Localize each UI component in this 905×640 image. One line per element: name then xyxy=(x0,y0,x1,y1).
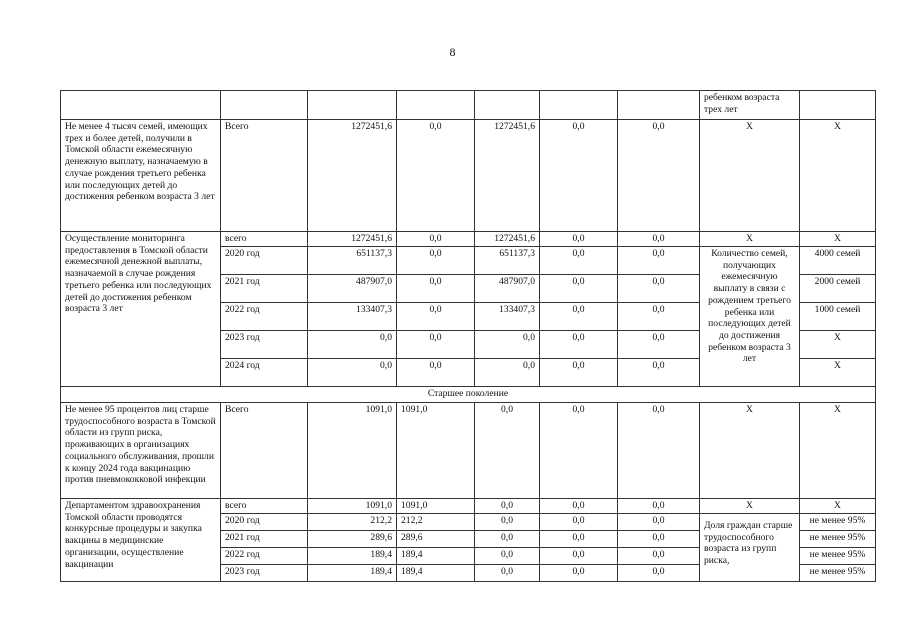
table-row: 2020 год 651137,3 0,0 651137,3 0,0 0,0 Количество семей, получающих ежемесячную выплату в связи с рождением третьего ребенка или последующих детей до достижения ребенком возраста 3 лет 4000 семей xyxy=(61,247,876,275)
table-row: 2021 год 487907,0 0,0 487907,0 0,0 0,0 2000 семей xyxy=(61,275,876,303)
table-row: Осуществление мониторинга предоставления в Томской области ежемесячной денежной выплаты, назначаемой в случае рождения третьего ребенка или последующих детей до достижения ребенком возраста 3 лет всего 1272451,6 0,0 1272451,6 0,0 0,0 Х Х xyxy=(61,232,876,247)
table-row: 2023 год 189,4 189,4 0,0 0,0 0,0 не менее 95% xyxy=(61,565,876,582)
goal-name: Не менее 4 тысяч семей, имеющих трех и более детей, получили в Томской области ежемесячную денежную выплату, назначаемую в случае рождения третьего ребенка или последующих детей до достижения ребенком возраста 3 лет xyxy=(61,120,221,232)
table-row: 2022 год 133407,3 0,0 133407,3 0,0 0,0 1000 семей xyxy=(61,303,876,331)
goal-name: Не менее 95 процентов лиц старше трудоспособного возраста в Томской области из групп риска, проживающих в организациях социального обслуживания, прошли к концу 2024 года вакцинацию против пневмококковой инфекции xyxy=(61,403,221,499)
table-row: 2022 год 189,4 189,4 0,0 0,0 0,0 не менее 95% xyxy=(61,548,876,565)
table-row: Не менее 4 тысяч семей, имеющих трех и более детей, получили в Томской области ежемесячную денежную выплату, назначаемую в случае рождения третьего ребенка или последующих детей до достижения ребенком возраста 3 лет Всего 1272451,6 0,0 1272451,6 0,0 0,0 Х Х xyxy=(61,120,876,232)
table-row: 2023 год 0,0 0,0 0,0 0,0 0,0 Х xyxy=(61,331,876,359)
table-row: 2021 год 289,6 289,6 0,0 0,0 0,0 не менее 95% xyxy=(61,531,876,548)
table-row xyxy=(61,387,876,403)
table-row xyxy=(61,91,876,120)
indicator-cell: Количество семей, получающих ежемесячную выплату в связи с рождением третьего ребенка или последующих детей до достижения ребенком возраста 3 лет xyxy=(700,247,800,387)
indicator-cell: Доля граждан старше трудоспособного возраста из групп риска, xyxy=(700,514,800,582)
table-row: Не менее 95 процентов лиц старше трудоспособного возраста в Томской области из групп риска, проживающих в организациях социального обслуживания, прошли к концу 2024 года вакцинацию против пневмококковой инфекции Всего 1091,0 1091,0 0,0 0,0 0,0 Х Х xyxy=(61,403,876,499)
event-name: Департаментом здравоохранения Томской области проводятся конкурсные процедуры и закупка вакцины в медицинские организации, осуществление вакцинации xyxy=(61,499,221,582)
indicator-cell: ребенком возраста трех лет xyxy=(700,91,800,120)
table-row: 2024 год 0,0 0,0 0,0 0,0 0,0 Х xyxy=(61,359,876,387)
table-row: Департаментом здравоохранения Томской области проводятся конкурсные процедуры и закупка вакцины в медицинские организации, осуществление вакцинации всего 1091,0 1091,0 0,0 0,0 0,0 Х Х xyxy=(61,499,876,514)
table-row: 2020 год 212,2 212,2 0,0 0,0 0,0 Доля граждан старше трудоспособного возраста из групп риска, не менее 95% xyxy=(61,514,876,531)
section-title: Старшее поколение xyxy=(61,387,876,403)
program-table xyxy=(60,90,876,582)
event-name: Осуществление мониторинга предоставления в Томской области ежемесячной денежной выплаты, назначаемой в случае рождения третьего ребенка или последующих детей до достижения ребенком возраста 3 лет xyxy=(61,232,221,387)
page-number: 8 xyxy=(449,45,456,59)
